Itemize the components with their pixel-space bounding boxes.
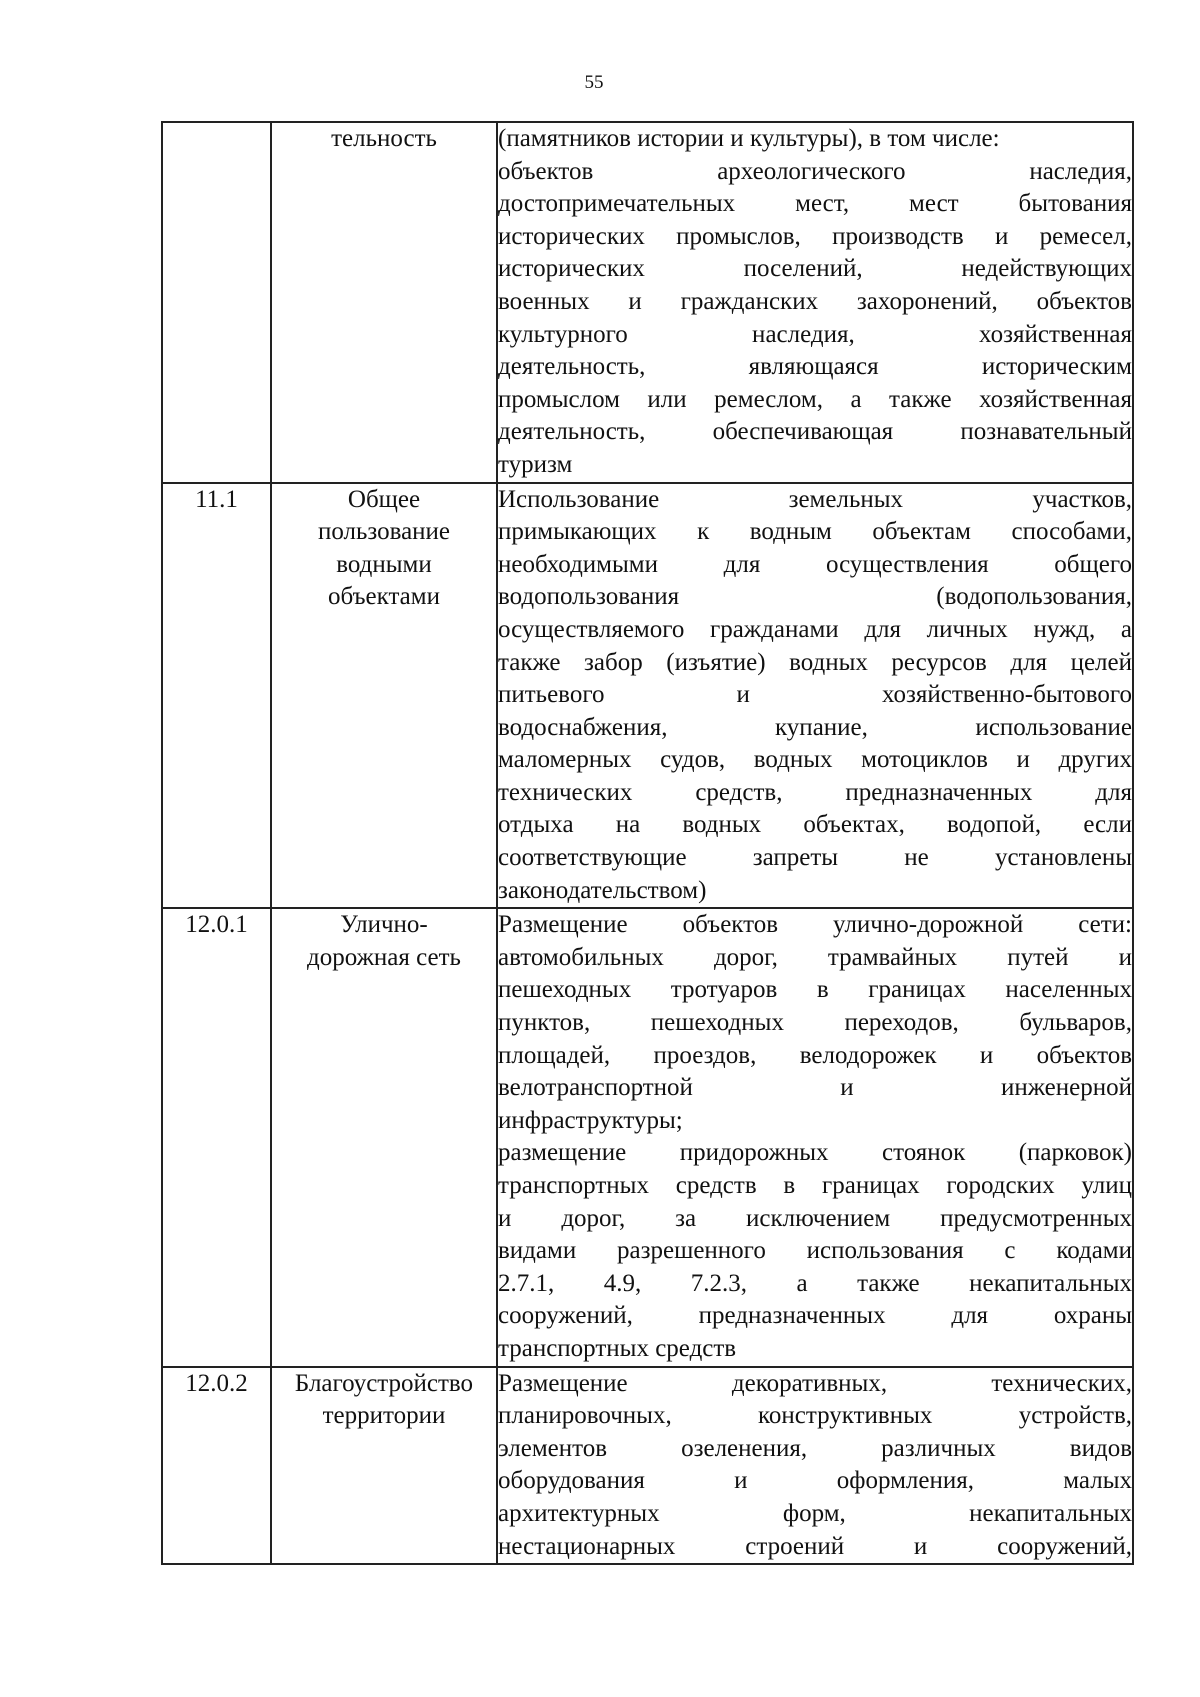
description-line: Размещение декоративных, технических, — [498, 1369, 1132, 1397]
description-line: примыкающих к водным объектам способами, — [498, 518, 1132, 546]
row-name — [271, 483, 497, 909]
description-line: (памятников истории и культуры), в том числе: — [498, 125, 1000, 152]
row-description — [497, 483, 1133, 909]
name-line: водными — [336, 550, 432, 578]
name-line: объектами — [328, 583, 440, 611]
description-line: достопримечательных мест, мест бытования — [498, 190, 1132, 218]
description-line: транспортных средств — [498, 1334, 737, 1362]
description-line: осуществляемого гражданами для личных нужд, а — [498, 615, 1132, 643]
description-line: пунктов, пешеходных переходов, бульваров, — [498, 1009, 1132, 1037]
description-line: площадей, проездов, велодорожек и объектов — [498, 1041, 1132, 1069]
land-use-table — [161, 121, 1134, 1565]
description-line: объектов археологического наследия, — [498, 157, 1132, 185]
description-line: элементов озеленения, различных видов — [498, 1434, 1132, 1462]
description-line: отдыха на водных объектах, водопой, если — [498, 811, 1132, 839]
description-line: также забор (изъятие) водных ресурсов для целей — [498, 648, 1132, 676]
table-row — [162, 122, 1133, 483]
name-line: Улично- — [340, 911, 428, 939]
description-line: велотранспортной и инженерной — [498, 1074, 1132, 1102]
description-line: автомобильных дорог, трамвайных путей и — [498, 943, 1132, 971]
row-code: 11.1 — [162, 483, 271, 909]
description-line: архитектурных форм, некапитальных — [498, 1499, 1132, 1527]
description-line: водопользования (водопользования, — [498, 583, 1132, 611]
description-line: военных и гражданских захоронений, объектов — [498, 287, 1132, 315]
description-line: культурного наследия, хозяйственная — [498, 320, 1132, 348]
name-line: пользование — [317, 518, 451, 546]
description-line: инфраструктуры; — [498, 1106, 683, 1134]
description-line: исторических промыслов, производств и ремесел, — [498, 222, 1132, 250]
description-line: оборудования и оформления, малых — [498, 1467, 1132, 1495]
description-line: необходимыми для осуществления общего — [498, 550, 1132, 578]
description-line: Использование земельных участков, — [498, 485, 1132, 513]
description-line: 2.7.1, 4.9, 7.2.3, а также некапитальных — [498, 1269, 1132, 1297]
description-line: размещение придорожных стоянок (парковок) — [498, 1139, 1132, 1167]
description-line: транспортных средств в границах городских улиц — [498, 1172, 1132, 1199]
name-line: тельность — [331, 125, 437, 152]
description-line: исторических поселений, недействующих — [498, 255, 1132, 283]
name-line: территории — [322, 1402, 446, 1430]
description-line: законодательством) — [498, 876, 707, 904]
table-row — [162, 908, 1133, 1366]
description-line: пешеходных тротуаров в границах населенных — [498, 976, 1132, 1004]
description-line: технических средств, предназначенных для — [498, 778, 1132, 806]
row-name — [271, 1367, 497, 1565]
page-number: 55 — [584, 72, 604, 93]
description-line: нестационарных строений и сооружений, — [498, 1532, 1132, 1560]
name-line: дорожная сеть — [307, 943, 461, 971]
row-code: 12.0.1 — [162, 908, 271, 1366]
description-line: деятельность, обеспечивающая познавательный — [498, 418, 1132, 446]
row-name — [271, 908, 497, 1366]
row-code: 12.0.2 — [162, 1367, 271, 1565]
description-line: промыслом или ремеслом, а также хозяйственная — [498, 385, 1132, 413]
name-line: Благоустройство — [294, 1369, 474, 1397]
description-line: Размещение объектов улично-дорожной сети: — [498, 911, 1132, 939]
description-line: маломерных судов, водных мотоциклов и других — [498, 746, 1132, 774]
description-line: туризм — [498, 450, 573, 478]
description-line: планировочных, конструктивных устройств, — [498, 1402, 1132, 1430]
description-line: водоснабжения, купание, использование — [498, 713, 1132, 741]
row-name — [271, 122, 497, 483]
row-description — [497, 908, 1133, 1366]
description-line: видами разрешенного использования с кодами — [498, 1237, 1132, 1265]
table-row — [162, 1367, 1133, 1565]
row-description — [497, 1367, 1133, 1565]
table-row — [162, 483, 1133, 909]
name-line: Общее — [347, 485, 421, 513]
row-description — [497, 122, 1133, 483]
description-line: деятельность, являющаяся историческим — [498, 353, 1132, 381]
description-line: соответствующие запреты не установлены — [498, 844, 1132, 872]
description-line: сооружений, предназначенных для охраны — [498, 1302, 1132, 1330]
row-code — [162, 122, 271, 483]
description-line: питьевого и хозяйственно-бытового — [498, 681, 1132, 709]
description-line: и дорог, за исключением предусмотренных — [498, 1204, 1132, 1232]
